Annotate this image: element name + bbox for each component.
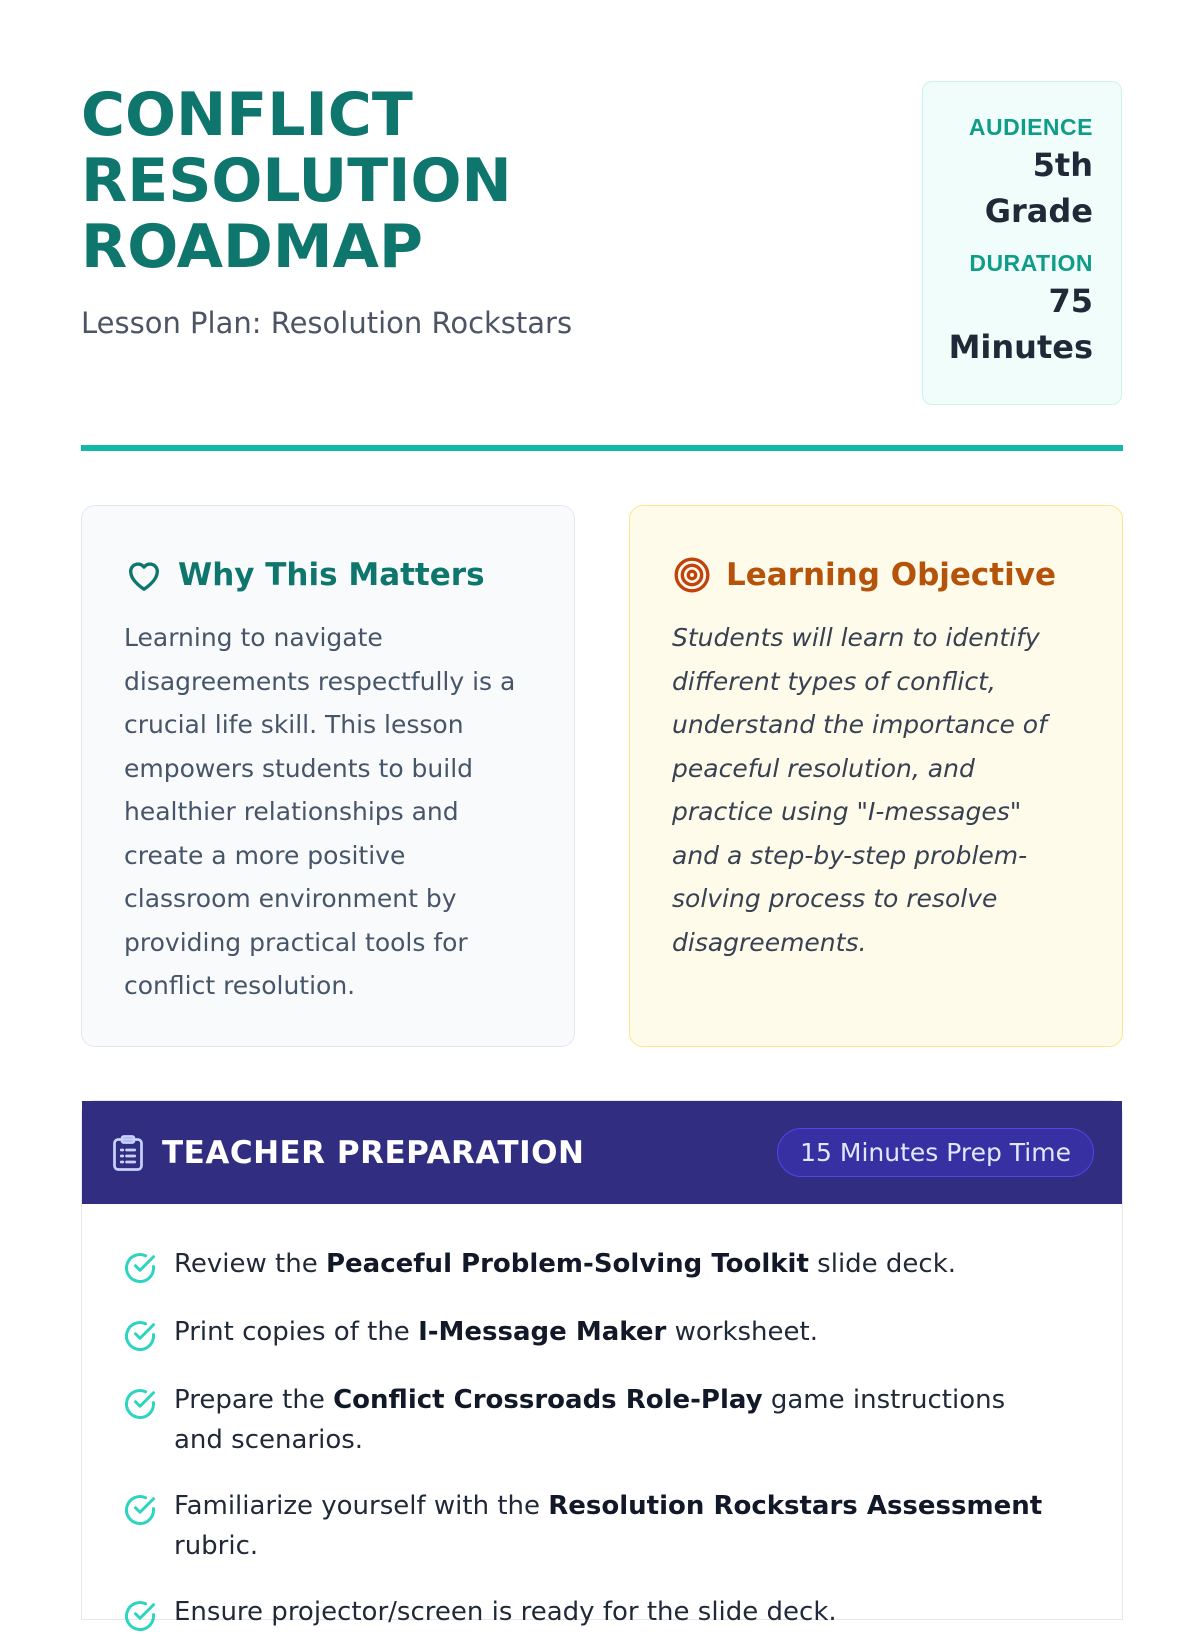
check-circle-icon [122,1386,158,1422]
why-text-line: create a more positive [124,840,406,870]
teacher-preparation-header [82,1101,1122,1204]
why-card-text [124,616,534,1008]
why-text-line: Learning to navigate [124,623,383,652]
duration-value-line-2: Minutes [948,328,1093,366]
check-circle-icon [122,1250,158,1286]
objective-text-line: solving process to resolve [672,884,998,913]
learning-objective-card [629,505,1123,1047]
objective-card-header [672,548,1082,602]
audience-value-line-1: 5th [1032,146,1093,184]
why-text-line: healthier relationships and [124,797,459,826]
checklist-item-text: Ensure projector/screen is ready for the slide deck. [174,1597,837,1627]
why-this-matters-card [81,505,575,1047]
check-circle-icon [122,1318,158,1354]
duration-label: DURATION [969,250,1093,276]
checklist-item [122,1486,1082,1566]
check-circle-icon [122,1598,158,1634]
why-text-line: conflict resolution. [124,971,356,1000]
objective-text-line: peaceful resolution, and [672,753,975,783]
checklist-item-text: Review the Peaceful Problem-Solving Toolkit slide deck. [174,1249,957,1279]
why-text-line: classroom environment by [124,884,457,913]
objective-card-title: Learning Objective [726,557,1056,593]
audience-label: AUDIENCE [968,114,1093,140]
page-title-line-2: ROADMAP [81,212,423,282]
why-text-line: disagreements respectfully is a [124,666,516,696]
audience-value-line-2: Grade [984,192,1093,230]
heart-icon [124,555,164,595]
why-text-line: empowers students to build [124,753,474,783]
why-card-header [124,548,534,602]
clipboard-icon [110,1133,146,1173]
why-text-line: providing practical tools for [124,927,468,957]
objective-text-line: and a step-by-step problem- [672,840,1028,870]
checklist-item-text: Prepare the Conflict Crossroads Role-Play game instructions and scenarios. [174,1385,1006,1455]
page-subtitle: Lesson Plan: Resolution Rockstars [81,306,573,340]
objective-card-text [672,616,1082,964]
why-card-title: Why This Matters [178,557,485,593]
target-icon [672,555,712,595]
duration-value-line-1: 75 [1048,282,1093,320]
objective-text-line: Students will learn to identify [672,623,1040,652]
objective-text-line: practice using "I-messages" [672,797,1022,826]
lesson-meta-box [922,81,1122,405]
checklist-item [122,1312,1082,1354]
page-title [81,82,841,280]
page-title-line-1: CONFLICT RESOLUTION [81,80,512,216]
checklist-item-text: Print copies of the I-Message Maker worksheet. [174,1317,818,1347]
preparation-checklist [82,1204,1122,1634]
checklist-item [122,1592,1082,1634]
checklist-item-text: Familiarize yourself with the Resolution Rockstars Assessment rubric. [174,1491,1043,1561]
objective-text-line: understand the importance of [672,710,1047,739]
objective-text-line: disagreements. [672,927,867,957]
teacher-preparation-section [81,1100,1123,1627]
prep-time-badge: 15 Minutes Prep Time [777,1128,1094,1177]
checklist-item [122,1380,1082,1460]
check-circle-icon [122,1492,158,1528]
header-divider [81,445,1123,451]
why-text-line: crucial life skill. This lesson [124,710,464,739]
teacher-preparation-title: TEACHER PREPARATION [162,1134,585,1171]
objective-text-line: different types of conflict, [672,666,996,696]
checklist-item [122,1244,1082,1286]
